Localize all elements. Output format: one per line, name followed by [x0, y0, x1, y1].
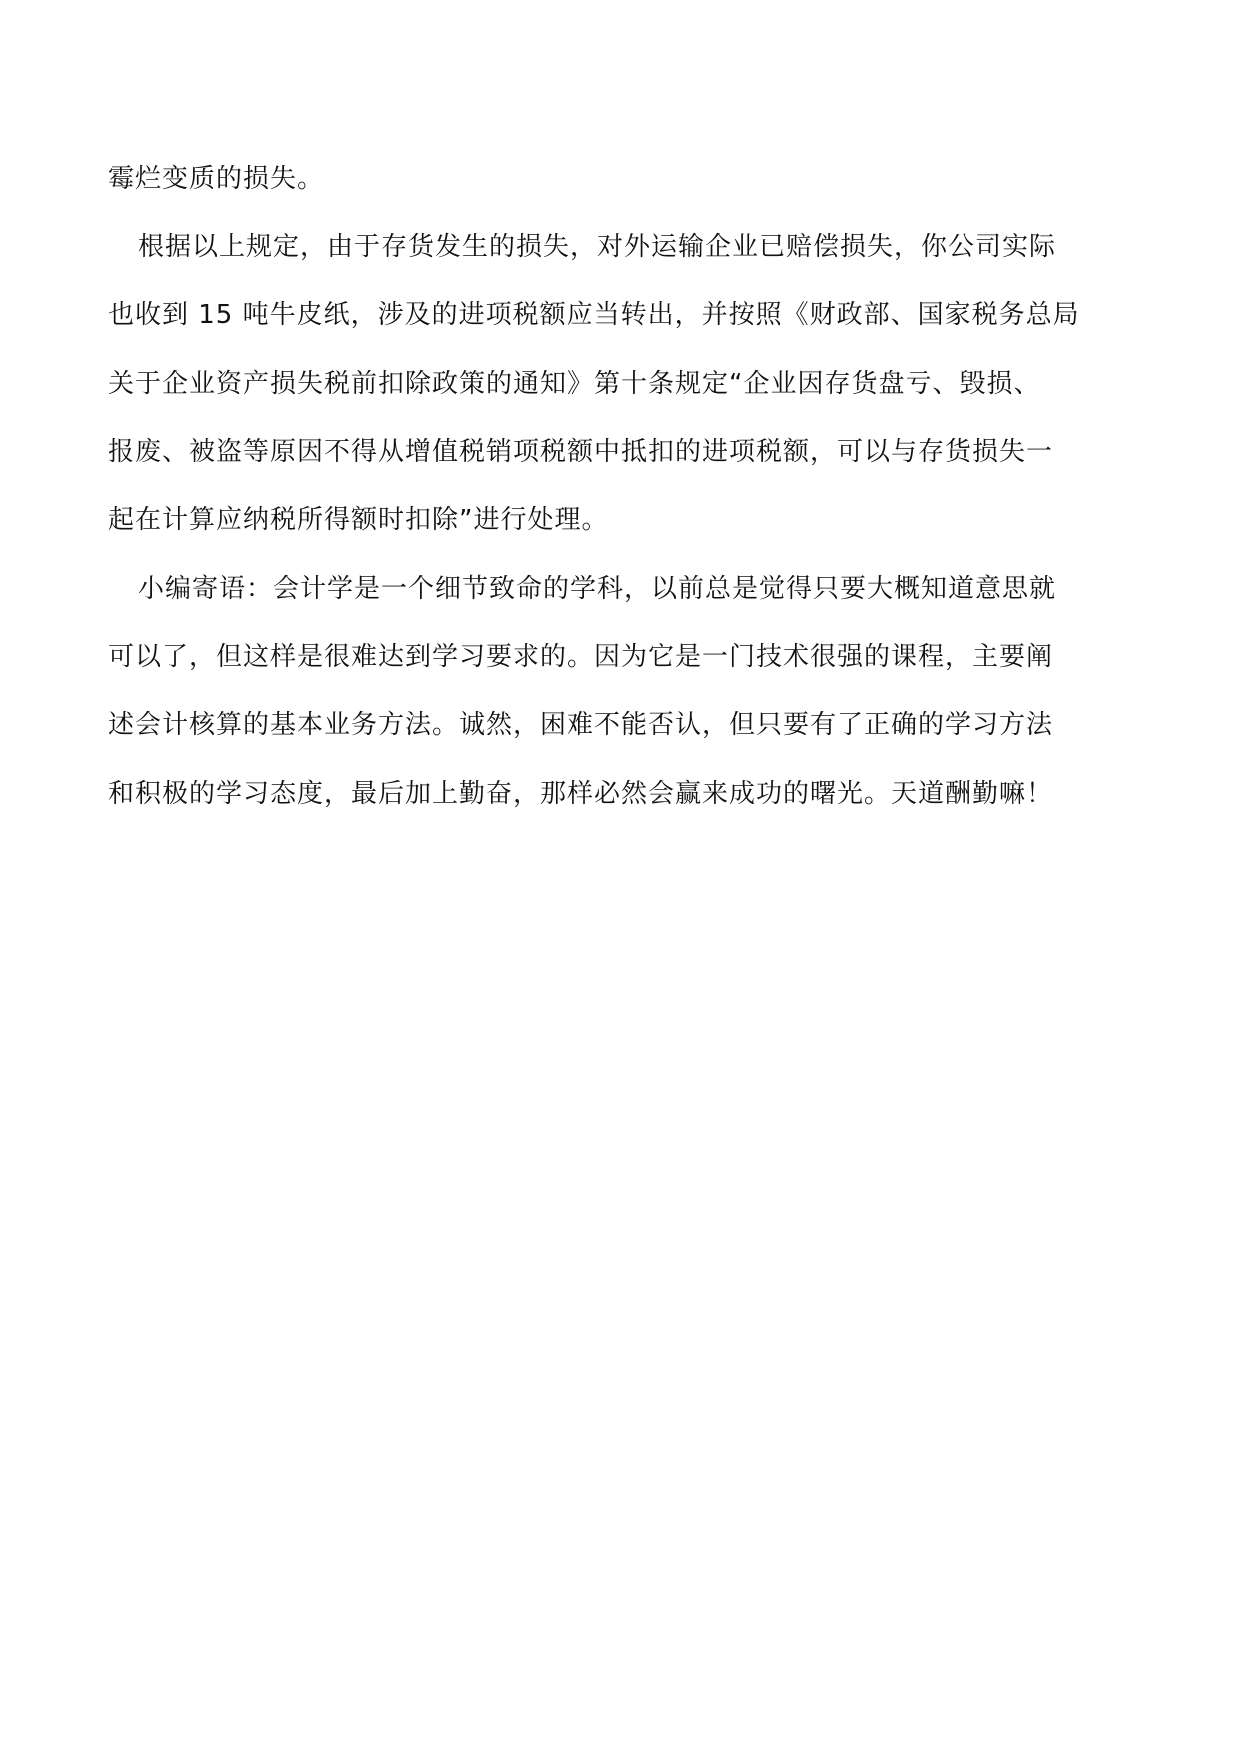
text-line: 起在计算应纳税所得额时扣除”进行处理。	[108, 505, 609, 535]
text-line: 报废、被盗等原因不得从增值税销项税额中抵扣的进项税额，可以与存货损失一	[108, 437, 1054, 467]
text-line: 霉烂变质的损失。	[108, 164, 325, 194]
text-line: 可以了，但这样是很难达到学习要求的。因为它是一门技术很强的课程，主要阐	[108, 642, 1054, 672]
text-line: 小编寄语：会计学是一个细节致命的学科，以前总是觉得只要大概知道意思就	[138, 574, 1057, 604]
text-line: 述会计核算的基本业务方法。诚然，困难不能否认，但只要有了正确的学习方法	[108, 710, 1054, 740]
text-line: 关于企业资产损失税前扣除政策的通知》第十条规定“企业因存货盘亏、毁损、	[108, 369, 1041, 399]
text-line: 也收到 15 吨牛皮纸，涉及的进项税额应当转出，并按照《财政部、国家税务总局	[108, 300, 1080, 330]
text-line: 根据以上规定，由于存货发生的损失，对外运输企业已赔偿损失，你公司实际	[138, 232, 1057, 262]
text-line: 和积极的学习态度，最后加上勤奋，那样必然会赢来成功的曙光。天道酬勤嘛！	[108, 779, 1054, 809]
